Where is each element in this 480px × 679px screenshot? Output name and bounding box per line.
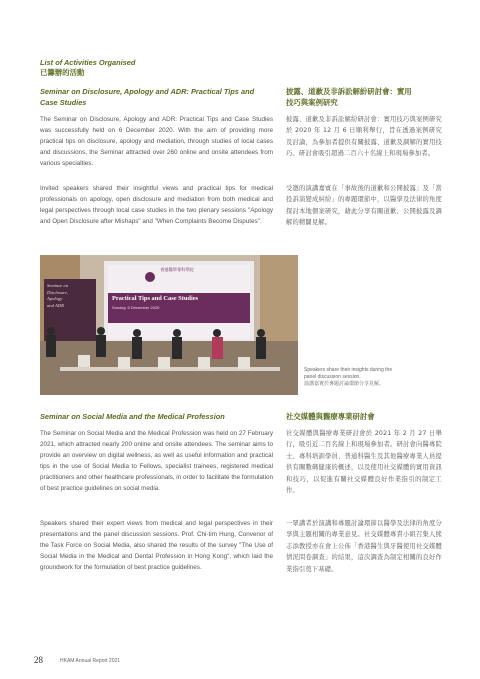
screen-date: Sunday, 6 December 2020 xyxy=(112,305,160,310)
stage-banner-line4: and ADR xyxy=(47,302,64,308)
section2-para2-zh: 一眾講者於演講和專題討論環節以醫學及法律的角度分享與主題相關的專業意見。社交媒體專責小組召集人熊志添教授亦在會上公佈「香港醫生與牙醫使用社交媒體情況問卷調查」的結果，這次調查為制定相關的良好作業指引奠下基礎。 xyxy=(286,520,442,573)
section2-heading-zh: 社交媒體與醫療專業研討會 xyxy=(286,412,375,421)
screen-logo-text: 香港醫學專科學院 xyxy=(160,267,194,272)
photo-caption xyxy=(304,367,444,388)
college-logo-icon xyxy=(145,272,155,282)
section1-para2-en: Invited speakers shared their insightful views and practical tips for medical professionals on apology, open disclosure and mediation from both medical and legal perspectives through local case studies in the two plenary sessions "Apology and Open Disclosure after Mishaps" and "When Complaints Become Disputes". xyxy=(40,185,273,225)
section1-para1-zh: 披露、道歉及非訴訟解紛研討會：實用技巧與案例研究於 2020 年 12 月 6 日順利舉行，旨在透過案例研究及討論，為參加者提供有關披露、道歉及調解的實用技巧。研討會吸引超過二百六十名線上和現場參加者。 xyxy=(286,116,442,158)
page-header-title-zh: 已籌辦的活動 xyxy=(40,68,85,77)
section2-para1-zh: 社交媒體與醫療專業研討會於 2021 年 2 月 27 日舉行，吸引近二百名線上和現場參加者。研討會向醫專院士、專科培訓學員、普通科醫生及其他醫療專業人員提供有關數碼健康的概述，以及使用社交媒體的實用資訊和技巧，以促進有關社交媒體良好作業指引的制定工作。 xyxy=(286,430,442,495)
section2-para2-en: Speakers shared their expert views from medical and legal perspectives in their presentations and the panel discussion sessions. Prof. Chi-tim Hung, Convenor of the Task Force on Social Media, also shared the results of the survey "The Use of Social Media in the Medical and Dental Profession in Hong Kong", which laid the groundwork for the formulation of best practice guidelines. xyxy=(40,520,273,571)
section1-heading-en-line2: Case Studies xyxy=(40,97,87,107)
section1-para2-zh: 受邀的演講嘉賓在「事故後的道歉和公開披露」及「當投訴演變成糾紛」的專題環節中，以醫學及法律的角度探討本地個案研究，藉此分享有關道歉、公開披露及調解的精闢見解。 xyxy=(286,185,442,227)
screen-title: Practical Tips and Case Studies xyxy=(112,295,199,302)
report-name: HKAM Annual Report 2021 xyxy=(60,658,121,664)
seminar-photo-illustration xyxy=(40,255,298,395)
stage-banner-line2: Disclosure, xyxy=(47,289,68,295)
section1-para1-en: The Seminar on Disclosure, Apology and ADR: Practical Tips and Case Studies was successfully held on 6 December 2020. With the aim of providing more practical tips on disclosure, apology and mediation, through studies of local cases and discussions, the Seminar attracted over 260 online and onsite attendees from various specialties. xyxy=(40,116,273,167)
page-header-title-en: List of Activities Organised xyxy=(40,58,136,67)
photo-caption-en-line2: panel discussion session. xyxy=(304,374,361,380)
seminar-photo xyxy=(40,255,298,395)
section2-heading-en: Seminar on Social Media and the Medical Profession xyxy=(40,412,225,421)
stage-banner-line1: Seminar on xyxy=(47,283,69,288)
section2-para1-en: The Seminar on Social Media and the Medical Profession was held on 27 February 2021, which attracted nearly 200 online and onsite attendees. The seminar aims to provide an overview on digital wellness, as well as useful information and practical tips in the use of Social Media to Fellows, specialist trainees, registered medical practitioners and other healthcare professionals, in order to facilitate the formulation of best practice guidelines on social media. xyxy=(40,430,273,492)
section1-heading-zh-line2: 技巧與案例研究 xyxy=(286,97,338,107)
section1-heading-en-line1: Seminar on Disclosure, Apology and ADR: Practical Tips and xyxy=(40,87,255,96)
photo-caption-en-line1: Speakers share their insights during the xyxy=(304,367,393,373)
stage-banner-text xyxy=(47,283,97,309)
section1-heading-en xyxy=(40,87,270,108)
page-number: 28 xyxy=(34,655,43,665)
stage-banner-line3: Apology xyxy=(47,296,63,301)
section1-heading-zh-line1: 披露、道歉及非訴訟解紛研討會：實用 xyxy=(286,87,412,96)
photo-caption-zh: 演講嘉賓於專題討論環節分享見解。 xyxy=(304,381,385,387)
section1-heading-zh xyxy=(286,87,446,108)
